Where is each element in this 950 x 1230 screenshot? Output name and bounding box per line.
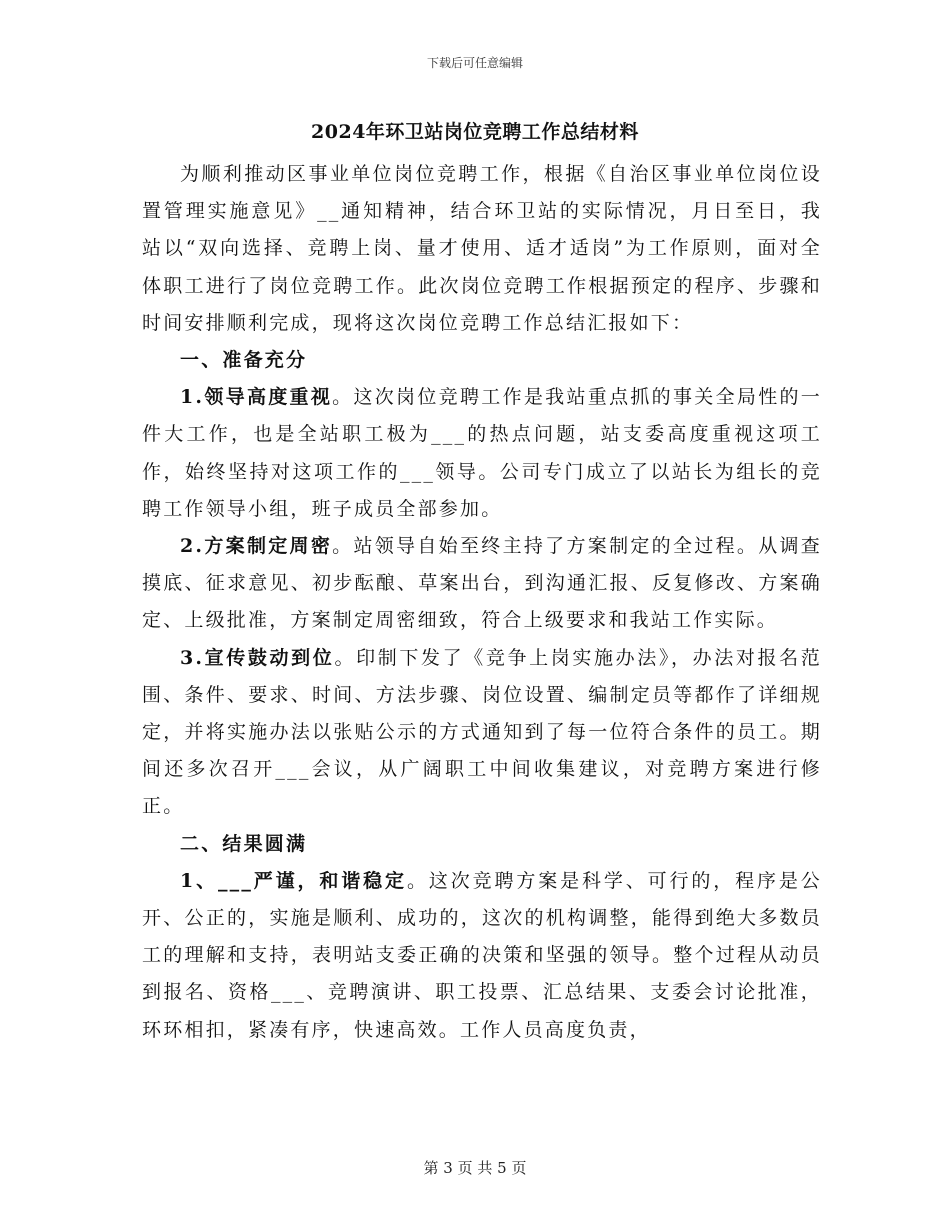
section-heading-2: 二、结果圆满 xyxy=(180,832,308,855)
paragraph-lead: 3.宣传鼓动到位 xyxy=(180,646,335,669)
paragraph-text: 。这次岗位竞聘工作是我站重点抓的事关全局性的一件大工作，也是全站职工极为___的热点问题，站支委高度重视这项工作，始终坚持对这项工作的___领导。公司专门成立了以站长为组长的竞聘工作领导小组，班子成员全部参加。 xyxy=(142,386,822,520)
document-title: 2024年环卫站岗位竞聘工作总结材料 xyxy=(311,121,639,143)
paragraph-lead: 2.方案制定周密 xyxy=(180,535,333,558)
page-number: 第 3 页 共 5 页 xyxy=(423,1159,527,1177)
paragraph-lead: 1.领导高度重视 xyxy=(180,386,333,409)
paragraph-1-3 xyxy=(142,640,822,826)
paragraph-text: 。站领导自始至终主持了方案制定的全过程。从调查摸底、征求意见、初步酝酿、草案出台，到沟通汇报、反复修改、方案确定、上级批准，方案制定周密细致，符合上级要求和我站工作实际。 xyxy=(142,535,822,632)
paragraph-2-1 xyxy=(142,863,822,1049)
paragraph-text: 。印制下发了《竞争上岗实施办法》，办法对报名范围、条件、要求、时间、方法步骤、岗位设置、编制定员等都作了详细规定，并将实施办法以张贴公示的方式通知到了每一位符合条件的员工。期间还多次召开___会议，从广阔职工中间收集建议，对竞聘方案进行修正。 xyxy=(142,646,823,818)
paragraph-1-1 xyxy=(142,379,822,528)
paragraph-text: 。这次竞聘方案是科学、可行的，程序是公开、公正的，实施是顺利、成功的，这次的机构调整，能得到绝大多数员工的理解和支持，表明站支委正确的决策和坚强的领导。整个过程从动员到报名、资格___、竞聘演讲、职工投票、汇总结果、支委会讨论批准，环环相扣，紧凑有序，快速高效。工作人员高度负责， xyxy=(142,869,822,1041)
paragraph-1-2 xyxy=(142,528,822,640)
section-heading-1: 一、准备充分 xyxy=(180,349,308,372)
document-body xyxy=(142,156,822,1049)
intro-paragraph: 为顺利推动区事业单位岗位竞聘工作，根据《自治区事业单位岗位设置管理实施意见》__通知精神，结合环卫站的实际情况，月日至日，我站以“双向选择、竞聘上岗、量才使用、适才适岗”为工作原则，面对全体职工进行了岗位竞聘工作。此次岗位竞聘工作根据预定的程序、步骤和时间安排顺利完成，现将这次岗位竞聘工作总结汇报如下： xyxy=(142,163,822,334)
paragraph-lead: 1、___严谨，和谐稳定 xyxy=(180,869,407,892)
header-note: 下载后可任意编辑 xyxy=(426,56,523,70)
